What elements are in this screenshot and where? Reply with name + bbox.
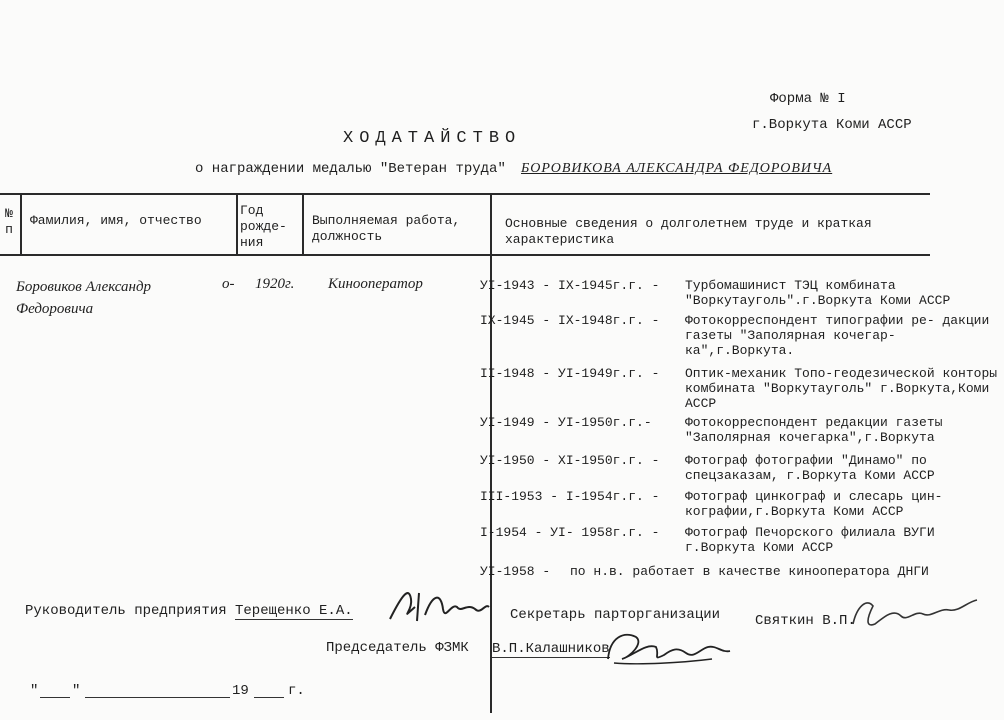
city-line: г.Воркута Коми АССР [752,117,912,133]
chair-label: Председатель ФЗМК [326,640,469,656]
chair-signature [600,625,740,670]
entry-text: Фотограф цинкограф и слесарь цин- кографии,г.Воркута Коми АССР [685,489,943,519]
entry-text: Оптик-механик Топо-геодезической конторы комбината "Воркутауголь" г.Воркута,Коми АССР [685,366,998,411]
entry-period: УI-1958 - [480,564,551,579]
table-header-bottom-border [0,254,930,256]
header-name: Фамилия, имя, отчество [30,213,202,228]
secretary-name: Святкин В.П. [755,613,856,629]
entry-row [480,278,1000,308]
secretary-signature [845,588,985,638]
date-year-prefix: 19 [232,683,249,699]
date-year-blank [254,697,284,698]
entry-period: IX-1945 - IX-1948г.г. - [480,313,660,328]
head-signature [385,585,495,630]
header-year: Год рожде- ния [240,203,287,250]
entry-text: Турбомашинист ТЭЦ комбината "Воркутауголь".г.Воркута Коми АССР [685,278,951,308]
entry-period: III-1953 - I-1954г.г. - [480,489,660,504]
entry-text: по н.в. работает в качестве кинооператора ДНГИ [570,564,929,579]
person-position: Кинооператор [328,276,423,292]
dash-mark: о- [222,276,235,292]
entry-period: УI-1949 - УI-1950г.г.- [480,415,652,430]
entry-row [480,489,1000,519]
header-position: Выполняемая работа, должность [312,213,461,244]
date-quote-open: " [30,683,39,699]
entry-row [480,415,1000,445]
entry-row [480,366,1000,411]
entry-row [480,313,1000,358]
date-quote-close: " [72,683,81,699]
entry-row [480,525,1000,555]
chair-name: В.П.Калашников [492,641,610,657]
head-label: Руководитель предприятия [25,603,227,619]
table-divider-3 [302,193,304,254]
document-subtitle: о награждении медалью "Ветеран труда" [195,161,506,177]
table-divider-1 [20,193,22,254]
date-day-blank [40,697,70,698]
table-top-border [0,193,930,195]
entry-period: УI-1950 - XI-1950г.г. - [480,453,660,468]
head-name: Терещенко Е.А. [235,603,353,619]
entry-row [480,453,1000,483]
form-number: Форма № I [770,91,846,107]
entry-text: Фотограф фотографии "Динамо" по спецзаказам, г.Воркута Коми АССР [685,453,935,483]
entry-text: Фотокорреспондент типографии ре- дакции газеты "Заполярная кочегар- ка",г.Воркута. [685,313,990,358]
entry-period: I-1954 - УI- 1958г.г. - [480,525,660,540]
entry-period: II-1948 - УI-1949г.г. - [480,366,660,381]
date-year-suffix: г. [288,683,305,699]
document-title: ХОДАТАЙСТВО [343,129,522,148]
person-birth-year: 1920г. [255,276,295,292]
header-details: Основные сведения о долголетнем труде и краткая характеристика [505,216,872,247]
secretary-label: Секретарь парторганизации [510,607,721,623]
entry-period: УI-1943 - IX-1945г.г. - [480,278,660,293]
date-month-blank [85,697,230,698]
entry-text: Фотокорреспондент редакции газеты "Заполярная кочегарка",г.Воркута [685,415,943,445]
person-name: Боровиков Александр Федоровича [16,279,152,317]
header-num: № п [5,206,13,237]
document-subject: БОРОВИКОВА АЛЕКСАНДРА ФЕДОРОВИЧА [521,161,833,176]
entry-row [480,564,1000,579]
table-divider-2 [236,193,238,254]
entry-text: Фотограф Печорского филиала ВУГИ г.Воркута Коми АССР [685,525,935,555]
